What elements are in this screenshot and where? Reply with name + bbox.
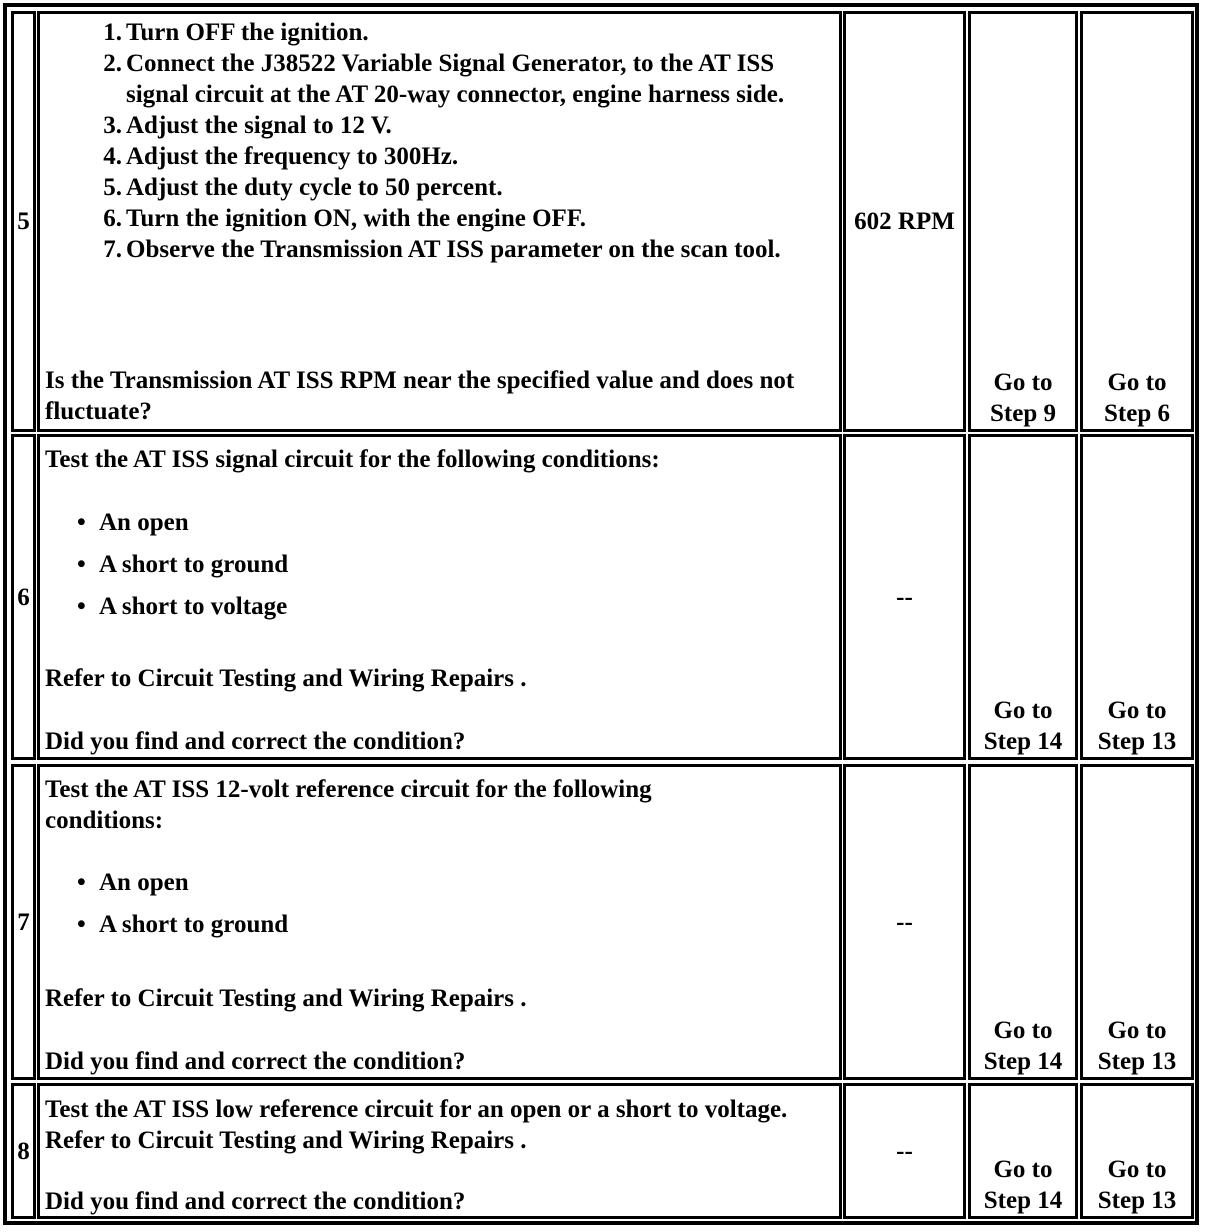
yes-step: Step 14 [983, 1187, 1063, 1214]
no-step: Step 13 [1097, 1187, 1177, 1214]
step-question: Did you find and correct the condition? [45, 1188, 466, 1215]
step-intro: Test the AT ISS 12-volt reference circuit for the following conditions: [45, 776, 652, 834]
step-number-cell [11, 1083, 36, 1219]
specified-value: -- [896, 583, 913, 611]
action-cell [37, 764, 842, 1080]
step-intro: Test the AT ISS low reference circuit for an open or a short to voltage. Refer to Circuit Testing and Wiring Repairs . [45, 1096, 788, 1154]
no-goto: Go to [1107, 697, 1167, 724]
yes-goto: Go to [993, 369, 1053, 396]
procedure-step: 3. Adjust the signal to 12 V. [103, 112, 392, 139]
procedure-step: 1. Turn OFF the ignition. [103, 19, 369, 46]
step-question: Is the Transmission AT ISS RPM near the specified value and does not fluctuate? [45, 367, 795, 425]
no-cell [1080, 11, 1194, 432]
no-cell [1080, 1083, 1194, 1219]
condition-list [45, 862, 839, 946]
step-number: 5 [17, 208, 30, 235]
value-cell [843, 1083, 966, 1219]
action-cell [37, 434, 842, 760]
yes-goto: Go to [993, 1156, 1053, 1183]
step-number: 6 [17, 583, 30, 611]
condition-item: • An open [45, 862, 839, 904]
value-cell [843, 764, 966, 1080]
condition-item: • A short to ground [45, 544, 839, 586]
condition-item: • A short to ground [45, 904, 839, 946]
no-goto: Go to [1107, 1156, 1167, 1183]
step-question: Did you find and correct the condition? [45, 728, 466, 755]
action-cell [37, 1083, 842, 1219]
step-number: 8 [17, 1137, 30, 1165]
specified-value: -- [896, 908, 913, 936]
yes-step: Step 14 [983, 1048, 1063, 1075]
step-number-cell [11, 764, 36, 1080]
condition-item: • A short to voltage [45, 586, 839, 628]
yes-step: Step 14 [983, 728, 1063, 755]
yes-step: Step 9 [990, 400, 1056, 427]
condition-list [45, 502, 839, 628]
step-question: Did you find and correct the condition? [45, 1048, 466, 1075]
procedure-step: 2. Connect the J38522 Variable Signal Generator, to the AT ISS signal circuit at the AT 20-way connector, engine harness side. [103, 50, 785, 108]
specified-value: -- [896, 1137, 913, 1165]
step-intro: Test the AT ISS signal circuit for the following conditions: [45, 446, 660, 473]
step-number: 7 [17, 908, 30, 936]
procedure-step: 6. Turn the ignition ON, with the engine OFF. [103, 205, 587, 232]
refer-text: Refer to Circuit Testing and Wiring Repairs . [45, 665, 527, 692]
step-number-cell [11, 11, 36, 432]
procedure-step: 7. Observe the Transmission AT ISS parameter on the scan tool. [103, 236, 781, 263]
no-goto: Go to [1107, 1017, 1167, 1044]
condition-item: • An open [45, 502, 839, 544]
value-cell [843, 11, 966, 432]
step-number-cell [11, 434, 36, 760]
no-step: Step 13 [1097, 1048, 1177, 1075]
action-cell [37, 11, 842, 432]
procedure-step: 5. Adjust the duty cycle to 50 percent. [103, 174, 503, 201]
yes-goto: Go to [993, 697, 1053, 724]
procedure-step: 4. Adjust the frequency to 300Hz. [103, 143, 459, 170]
no-goto: Go to [1107, 369, 1167, 396]
no-step: Step 13 [1097, 728, 1177, 755]
yes-cell [968, 11, 1078, 432]
specified-value: 602 RPM [854, 208, 955, 235]
no-cell [1080, 434, 1194, 760]
yes-cell [968, 1083, 1078, 1219]
value-cell [843, 434, 966, 760]
refer-text: Refer to Circuit Testing and Wiring Repairs . [45, 985, 527, 1012]
yes-goto: Go to [993, 1017, 1053, 1044]
procedure-list [45, 17, 839, 265]
no-cell [1080, 764, 1194, 1080]
yes-cell [968, 764, 1078, 1080]
no-step: Step 6 [1104, 400, 1170, 427]
yes-cell [968, 434, 1078, 760]
